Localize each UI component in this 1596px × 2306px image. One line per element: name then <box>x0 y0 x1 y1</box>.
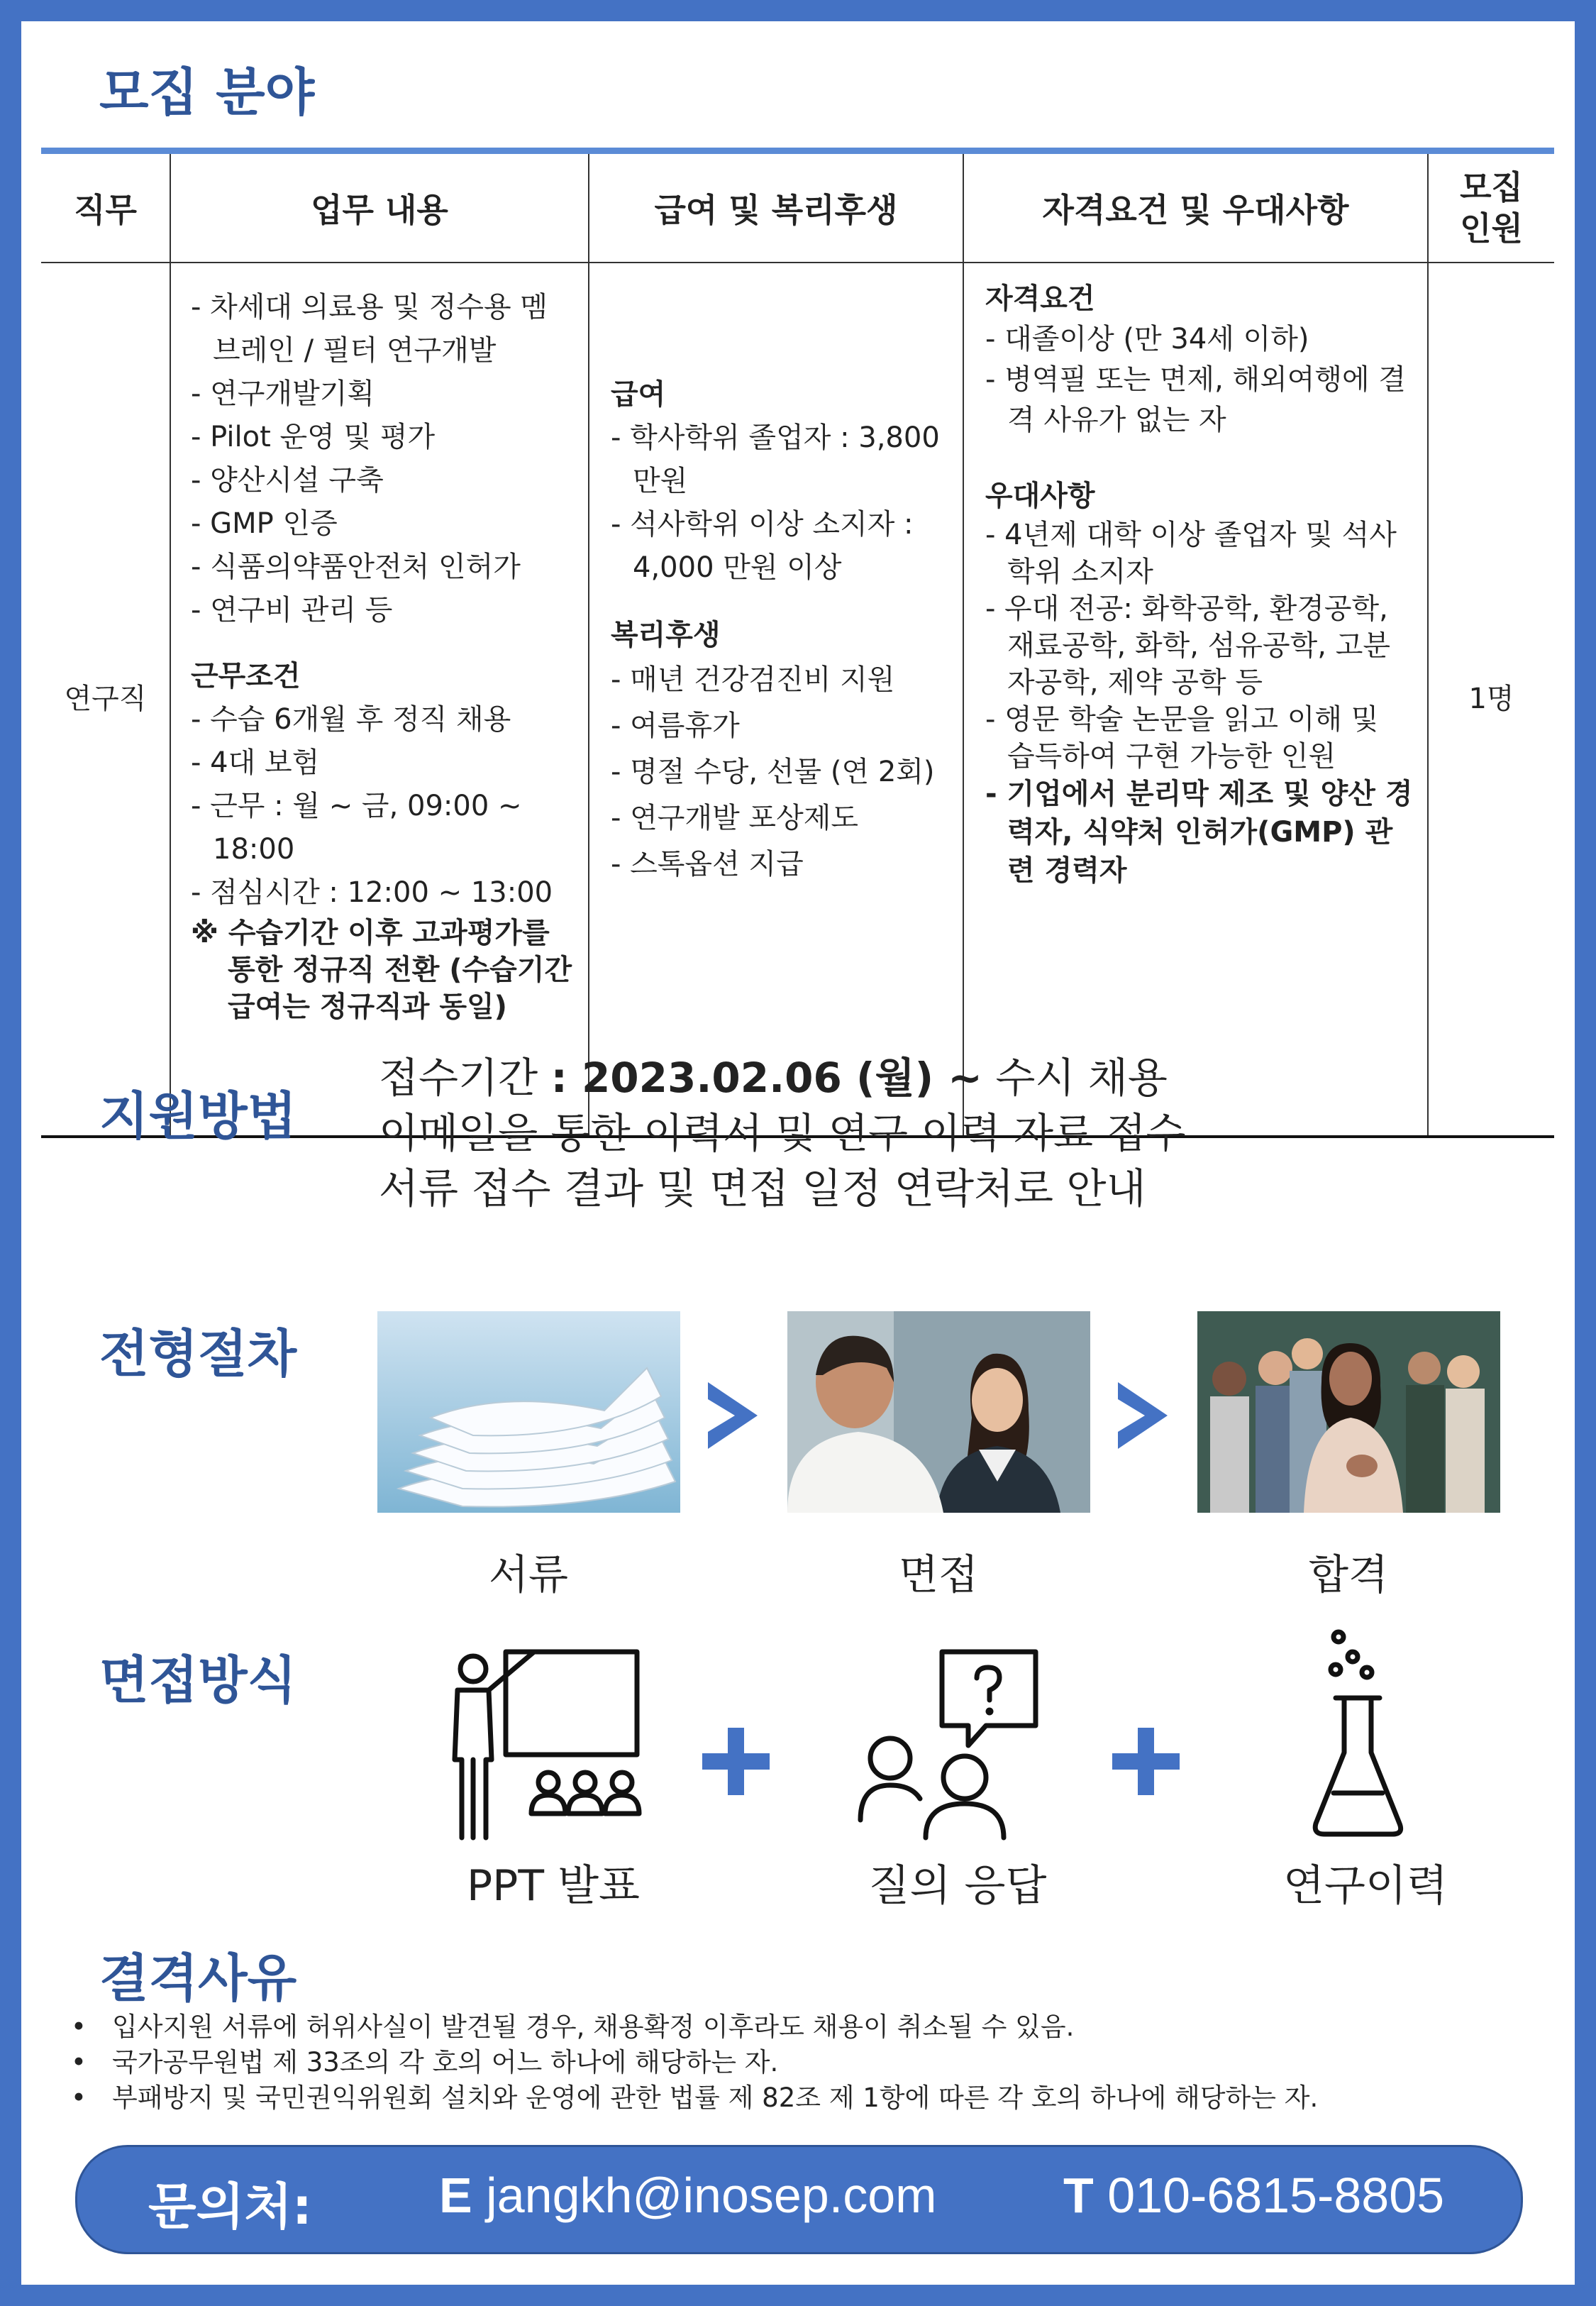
disqualification-section-title: 결격사유 <box>99 1948 297 2008</box>
qualifications-cell <box>963 263 1428 1137</box>
list-item: - 여름휴가 <box>611 703 948 749</box>
list-item: • 국가공무원법 제 33조의 각 호의 어느 하나에 해당하는 자. <box>71 2045 1553 2080</box>
step-label: 합격 <box>1308 1550 1389 1599</box>
apply-period-value: : 2023.02.06 (월) ~ <box>550 1054 982 1102</box>
apply-details <box>379 1050 1186 1216</box>
list-item: • 부패방지 및 국민권익위원회 설치와 운영에 관한 법률 제 82조 제 1항에 따른 각 호의 하나에 해당하는 자. <box>71 2080 1553 2116</box>
duties-list <box>191 286 574 632</box>
list-item: - 연구개발 포상제도 <box>611 795 948 842</box>
salary-title: 급여 <box>611 378 666 411</box>
recruitment-page <box>21 21 1575 2285</box>
list-item: - 우대 전공: 화학공학, 환경공학, 재료공학, 화학, 섬유공학, 고분자공학, 제약 공학 등 <box>985 590 1413 701</box>
list-item: - 차세대 의료용 및 정수용 멤브레인 / 필터 연구개발 <box>191 286 574 373</box>
welfare-title: 복리후생 <box>611 619 721 651</box>
divider <box>41 148 1554 154</box>
header-qualifications: 자격요건 및 우대사항 <box>963 154 1428 263</box>
list-item: - 점심시간 : 12:00 ~ 13:00 <box>191 871 574 915</box>
list-item: - 수습 6개월 후 정직 채용 <box>191 698 574 741</box>
step-label: 서류 <box>488 1550 569 1599</box>
list-item: - Pilot 운영 및 평가 <box>191 416 574 459</box>
list-item: - 근무 : 월 ~ 금, 09:00 ~ 18:00 <box>191 785 574 871</box>
interview-method-label: PPT 발표 <box>466 1861 640 1911</box>
chevron-right-icon <box>1111 1377 1175 1455</box>
conditions-list <box>191 698 574 915</box>
preference-title: 우대사항 <box>985 480 1095 512</box>
qualification-title: 자격요건 <box>985 282 1095 315</box>
interview-method-label: 질의 응답 <box>868 1861 1047 1911</box>
header-duties: 업무 내용 <box>170 154 589 263</box>
pay-cell <box>589 263 963 1137</box>
list-item: - 4대 보험 <box>191 741 574 785</box>
plus-icon <box>702 1728 770 1795</box>
salary-list <box>611 416 948 590</box>
welfare-list <box>611 657 948 888</box>
presentation-icon <box>436 1646 649 1852</box>
flask-icon <box>1309 1628 1408 1845</box>
process-section-title: 전형절차 <box>99 1324 297 1384</box>
list-item: - 명절 수당, 선물 (연 2회) <box>611 749 948 795</box>
email-prefix: E <box>439 2168 472 2223</box>
list-item: - 식품의약품안전처 인허가 <box>191 546 574 589</box>
list-item: - 매년 건강검진비 지원 <box>611 657 948 703</box>
table-row <box>41 263 1554 1137</box>
count-cell: 1명 <box>1428 263 1554 1137</box>
step-label: 면접 <box>898 1550 979 1599</box>
interview-photo <box>787 1311 1090 1513</box>
apply-period <box>379 1050 1186 1105</box>
list-item: - 4년제 대학 이상 졸업자 및 석사 학위 소지자 <box>985 517 1413 590</box>
list-item: - 학사학위 졸업자 : 3,800 만원 <box>611 416 948 503</box>
header-role: 직무 <box>41 154 170 263</box>
apply-period-tail: 수시 채용 <box>982 1054 1168 1102</box>
list-item: - 스톡옵션 지급 <box>611 842 948 888</box>
chevron-right-icon <box>701 1377 765 1455</box>
success-team-photo <box>1197 1311 1500 1513</box>
phone-number: 010-6815-8805 <box>1107 2168 1445 2223</box>
list-item: - GMP 인증 <box>191 502 574 546</box>
recruit-section-title: 모집 분야 <box>99 62 315 122</box>
header-count-line2: 인원 <box>1460 209 1523 248</box>
contact-banner <box>75 2145 1523 2254</box>
header-pay: 급여 및 복리후생 <box>589 154 963 263</box>
duties-cell <box>170 263 589 1137</box>
phone-prefix: T <box>1063 2168 1094 2223</box>
role-cell: 연구직 <box>41 263 170 1137</box>
apply-method: 이메일을 통한 이력서 및 연구 이력 자료 접수 <box>379 1109 1186 1157</box>
list-item: - 석사학위 이상 소지자 : 4,000 만원 이상 <box>611 503 948 590</box>
email-address: jangkh@inosep.com <box>486 2168 937 2223</box>
list-item: - 병역필 또는 면제, 해외여행에 결격 사유가 없는 자 <box>985 360 1413 441</box>
apply-notice: 서류 접수 결과 및 면접 일정 연락처로 안내 <box>379 1164 1146 1213</box>
disqualification-list <box>71 2009 1553 2116</box>
list-item: - 기업에서 분리막 제조 및 양산 경력자, 식약처 인허가(GMP) 관련 경력자 <box>985 775 1413 890</box>
list-item: - 양산시설 구축 <box>191 459 574 502</box>
contact-email[interactable] <box>439 2167 936 2224</box>
header-count-line1: 모집 <box>1460 168 1523 206</box>
recruit-table <box>41 154 1554 1138</box>
apply-section-title: 지원방법 <box>99 1086 297 1146</box>
conditions-note: ※ 수습기간 이후 고과평가를 통한 정규직 전환 (수습기간 급여는 정규직과 동일) <box>191 917 572 1023</box>
plus-icon <box>1112 1728 1180 1795</box>
header-count <box>1428 154 1554 263</box>
list-item: - 대졸이상 (만 34세 이하) <box>985 319 1413 360</box>
interview-method-label: 연구이력 <box>1283 1861 1448 1911</box>
list-item: - 연구개발기획 <box>191 373 574 416</box>
documents-photo <box>377 1311 680 1513</box>
list-item: • 입사지원 서류에 허위사실이 발견될 경우, 채용확정 이후라도 채용이 취소될 수 있음. <box>71 2009 1553 2045</box>
conditions-title: 근무조건 <box>191 660 301 693</box>
list-item: - 연구비 관리 등 <box>191 589 574 632</box>
preference-list <box>985 517 1413 890</box>
table-header-row <box>41 154 1554 263</box>
contact-label: 문의처: <box>148 2178 312 2236</box>
apply-period-label: 접수기간 <box>379 1054 538 1102</box>
contact-phone[interactable] <box>1063 2167 1444 2224</box>
question-chat-icon <box>855 1646 1046 1852</box>
interview-section-title: 면접방식 <box>99 1650 297 1710</box>
list-item: - 영문 학술 논문을 읽고 이해 및 습득하여 구현 가능한 인원 <box>985 701 1413 775</box>
qualification-list <box>985 319 1413 441</box>
